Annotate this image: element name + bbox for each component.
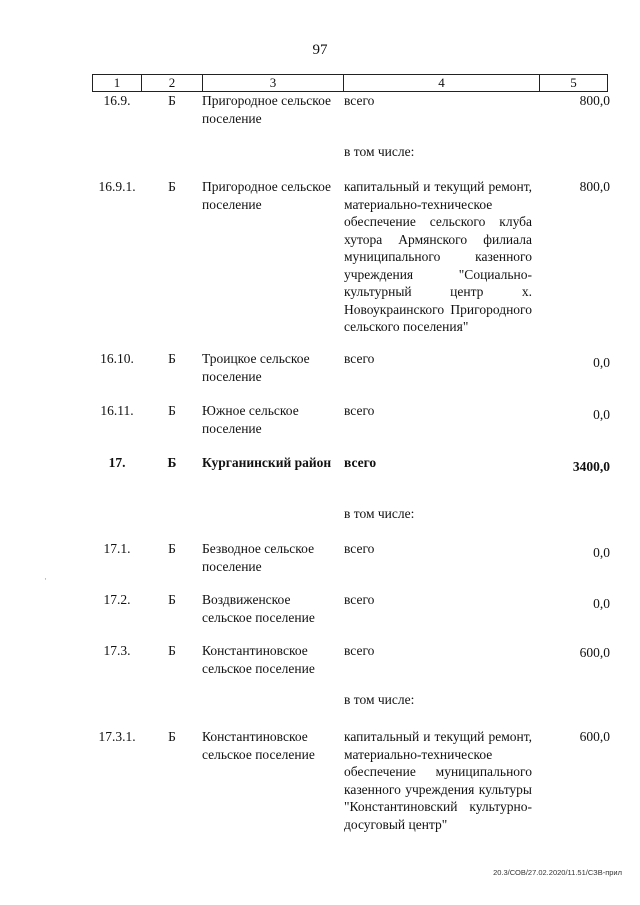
including-label: в том числе: (344, 692, 415, 707)
row-code: Б (168, 729, 176, 744)
row-code: Б (168, 403, 176, 418)
row-name: Воздвиженское сельское поселение (202, 592, 315, 625)
row-code: Б (168, 351, 176, 366)
row-sum: 0,0 (593, 355, 610, 370)
page-number: 97 (312, 42, 328, 58)
row-number: 16.11. (100, 403, 134, 418)
row-code: Б (167, 455, 177, 470)
row-description: капитальный и текущий ремонт, материально-техническое обеспечение муниципального казенного учреждения культуры "Константиновский культурно-досуговый центр" (344, 729, 532, 832)
row-description: всего (344, 592, 375, 607)
row-number: 17. (108, 455, 126, 470)
row-name: Константиновское сельское поселение (202, 643, 315, 676)
header-col-4: 4 (344, 75, 540, 91)
row-name: Южное сельское поселение (202, 403, 299, 436)
row-code: Б (168, 592, 176, 607)
row-number: 16.10. (100, 351, 134, 366)
including-label: в том числе: (344, 144, 415, 159)
row-name: Безводное сельское поселение (202, 541, 315, 574)
row-sum: 600,0 (579, 645, 610, 660)
row-sum: 0,0 (593, 596, 610, 611)
row-description: всего (344, 351, 375, 366)
row-code: Б (168, 93, 176, 108)
row-name: Курганинский район (202, 455, 332, 470)
header-col-5: 5 (570, 75, 577, 90)
row-number: 17.3.1. (98, 729, 136, 744)
header-col-1: 1 (93, 75, 142, 91)
row-name: Пригородное сельское поселение (202, 93, 331, 126)
document-footer: 20.3/СОВ/27.02.2020/11.51/СЗВ-прил (493, 868, 622, 877)
margin-mark: · (44, 574, 47, 584)
row-number: 16.9.1. (98, 179, 136, 194)
table-header (92, 74, 608, 92)
header-col-2: 2 (142, 75, 203, 91)
row-sum: 800,0 (579, 179, 610, 194)
row-description: всего (344, 403, 375, 418)
row-code: Б (168, 541, 176, 556)
row-sum: 3400,0 (572, 459, 610, 474)
row-number: 17.1. (103, 541, 131, 556)
header-col-3: 3 (203, 75, 344, 91)
row-code: Б (168, 643, 176, 658)
row-description: всего (344, 455, 377, 470)
row-code: Б (168, 179, 176, 194)
row-description: всего (344, 643, 375, 658)
including-label: в том числе: (344, 506, 415, 521)
row-number: 17.2. (103, 592, 131, 607)
row-sum: 0,0 (593, 407, 610, 422)
row-number: 17.3. (103, 643, 131, 658)
row-name: Константиновское сельское поселение (202, 729, 315, 762)
row-sum: 800,0 (579, 93, 610, 108)
row-description: всего (344, 541, 375, 556)
row-description: капитальный и текущий ремонт, материально-техническое обеспечение сельского клуба хутора Армянского филиала муниципального казенного учреждения "Социально-культурный центр х. Новоукраинского Пригородного сельского поселения" (344, 179, 532, 334)
row-name: Пригородное сельское поселение (202, 179, 331, 212)
row-description: всего (344, 93, 375, 108)
row-sum: 0,0 (593, 545, 610, 560)
row-name: Троицкое сельское поселение (202, 351, 310, 384)
row-sum: 600,0 (579, 729, 610, 744)
row-number: 16.9. (103, 93, 131, 108)
